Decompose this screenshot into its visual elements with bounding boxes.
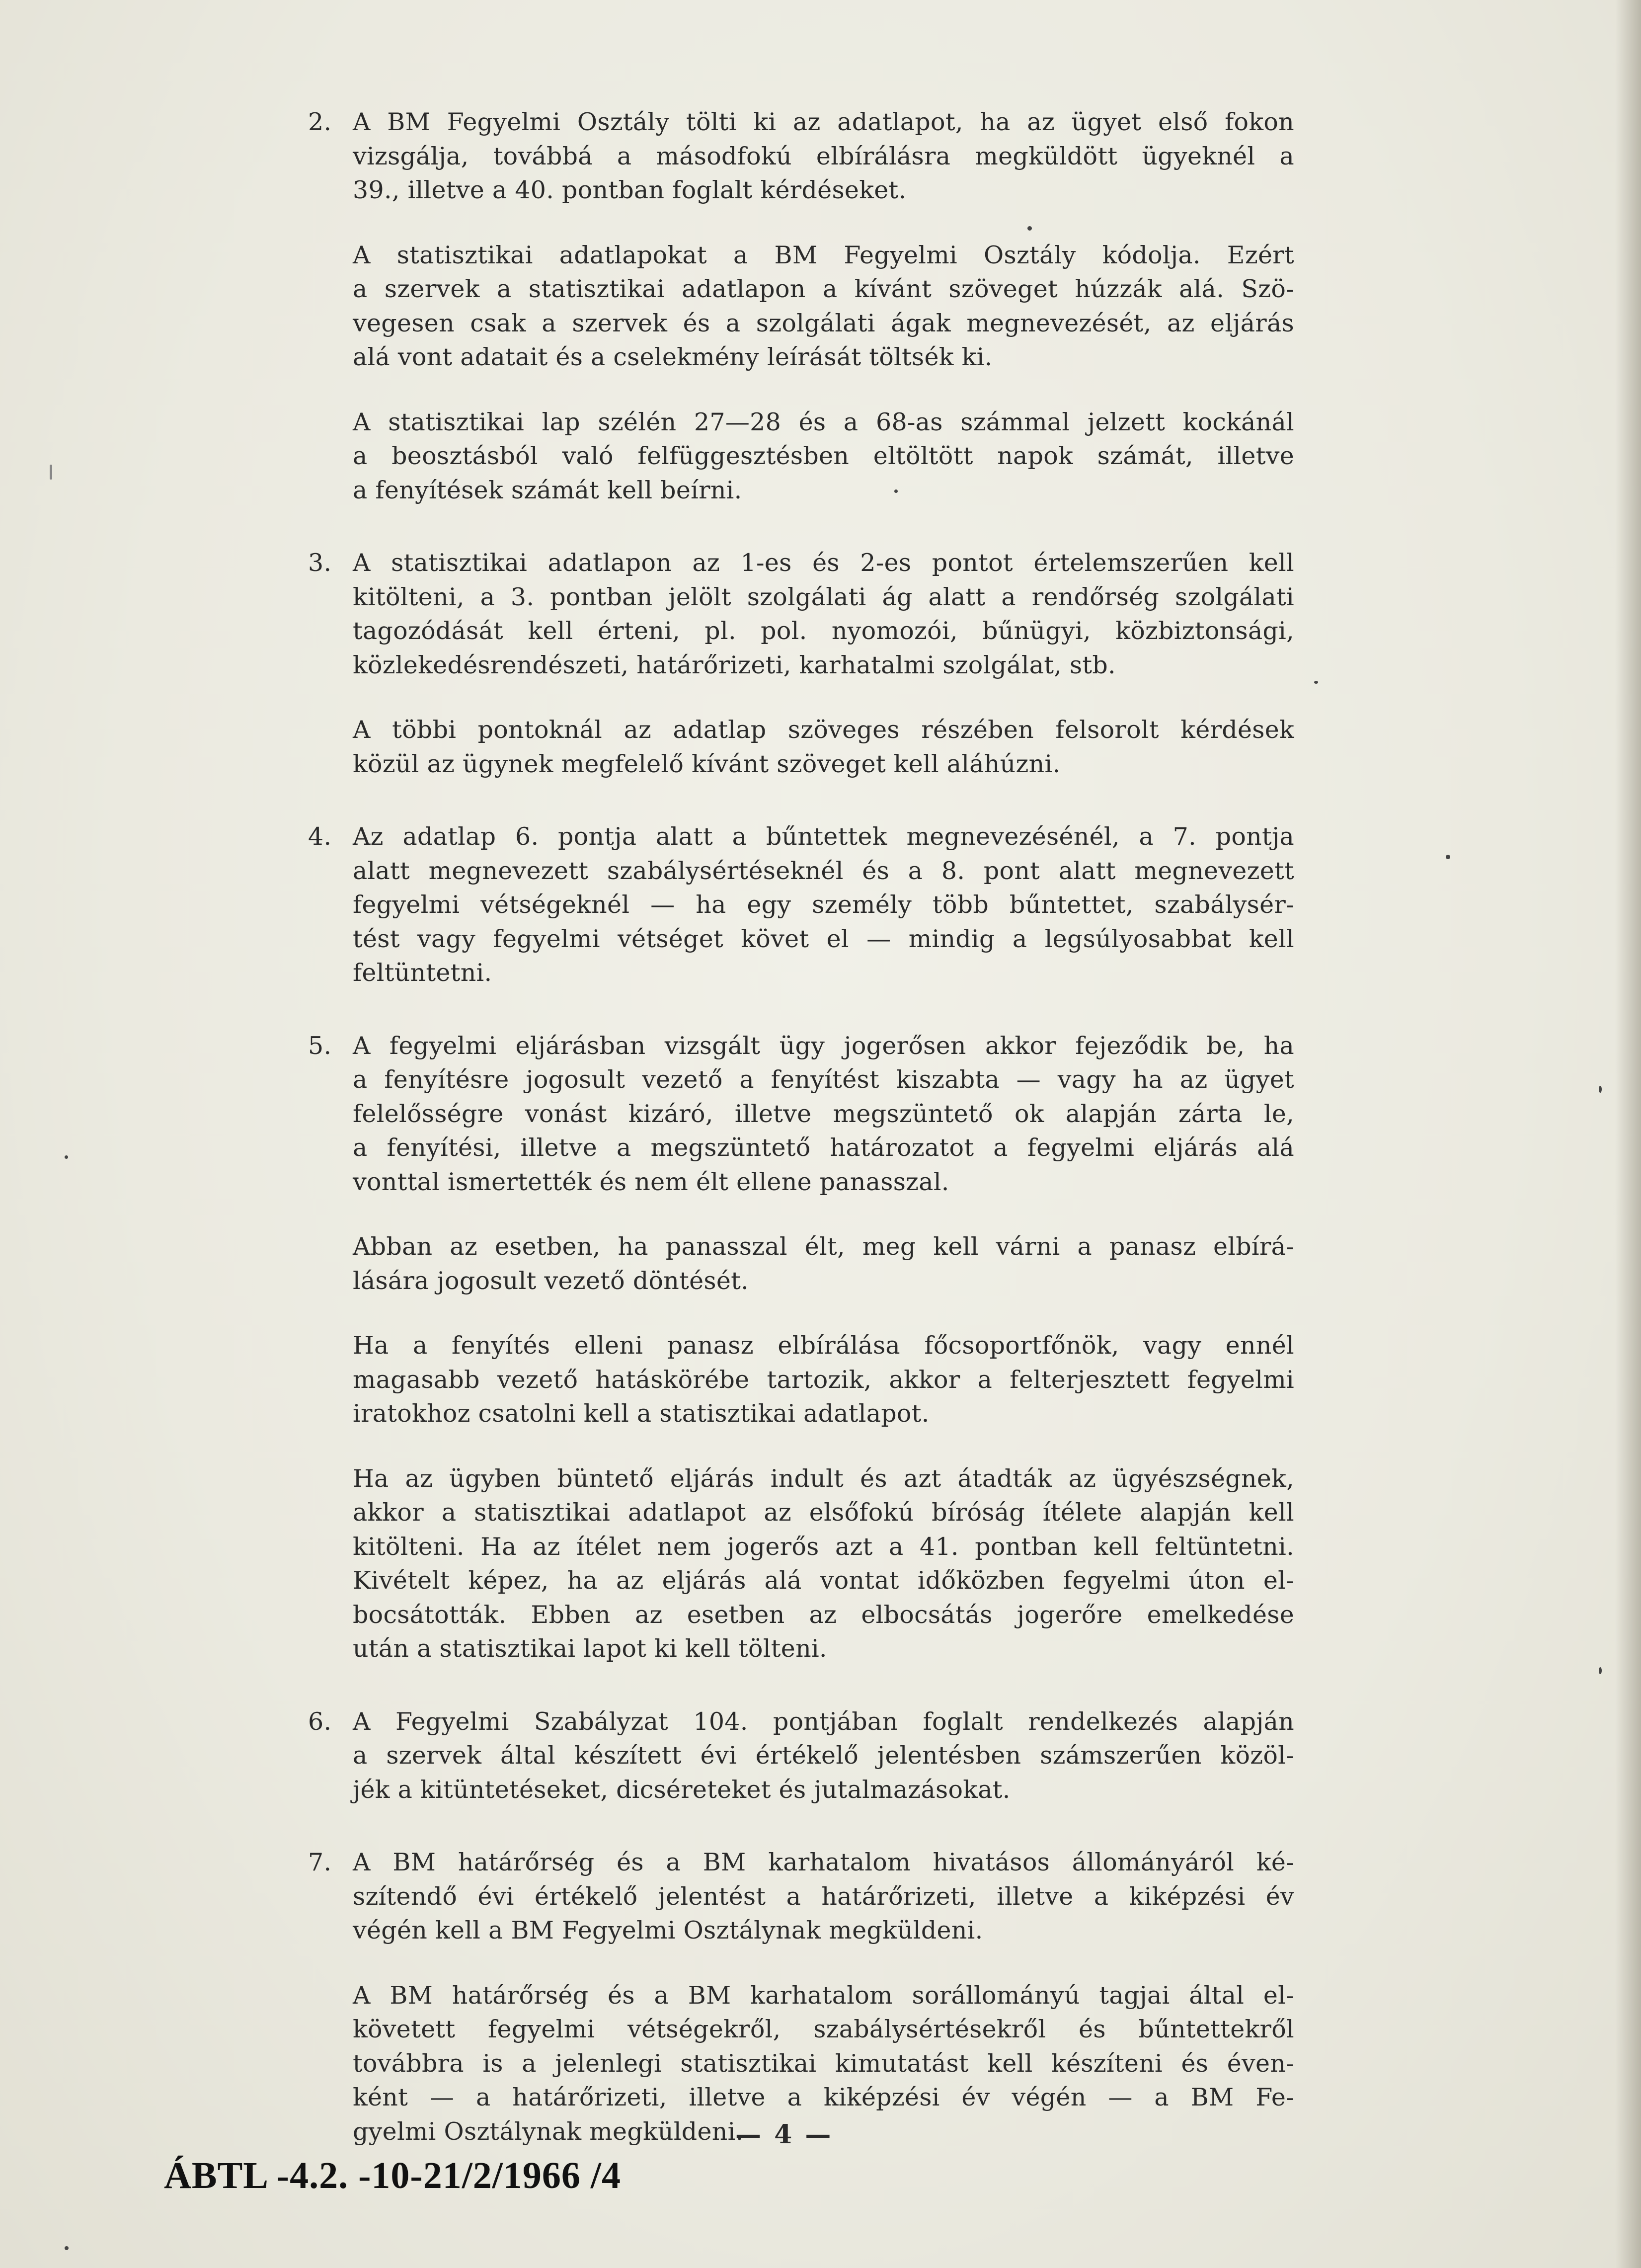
text-line: a fenyítési, illetve a megszüntető határozatot a fegyelmi eljárás alá [353,1134,1294,1162]
paragraph-number: 4. [308,822,332,851]
scan-speck [894,489,898,493]
paragraph-spacer [296,1948,1294,1979]
text-line: feltüntetni. [353,959,492,987]
scan-speck [65,2246,69,2250]
numbered-paragraph [296,105,1294,208]
paragraph-number: 7. [308,1848,332,1876]
text-line: felelősségre vonást kizáró, illetve megszüntető ok alapján zárta le, [353,1099,1294,1128]
text-line: A statisztikai lap szélén 27—28 és a 68-as számmal jelzett kockánál [353,407,1294,436]
archive-reference: ÁBTL -4.2. -10-21/2/1966 /4 [164,2155,622,2196]
text-line: tagozódását kell érteni, pl. pol. nyomozói, bűnügyi, közbiztonsági, [353,617,1294,645]
text-line: a szervek a statisztikai adatlapon a kívánt szöveget húzzák alá. Szö- [353,275,1294,303]
text-line: után a statisztikai lapot ki kell tölteni. [353,1634,827,1663]
scan-speck [1446,855,1450,859]
scan-speck [1599,1086,1602,1093]
paragraph [296,1329,1294,1431]
text-line: a szervek által készített évi értékelő jelentésben számszerűen közöl- [353,1741,1294,1770]
text-line: vonttal ismertették és nem élt ellene panasszal. [353,1167,949,1196]
text-line: iratokhoz csatolni kell a statisztikai adatlapot. [353,1399,930,1428]
text-line: A BM határőrség és a BM karhatalom hivatásos állományáról ké- [353,1848,1294,1876]
numbered-paragraph [296,1029,1294,1200]
scan-speck [1314,681,1318,684]
text-line: végén kell a BM Fegyelmi Osztálynak megküldeni. [353,1916,983,1944]
paragraph-spacer [296,507,1294,546]
page-edge-shadow [1615,0,1641,2268]
paragraph-number: 5. [308,1031,332,1060]
text-line: kitölteni. Ha az ítélet nem jogerős azt a 41. pontban kell feltüntetni. [353,1532,1294,1561]
text-line: továbbra is a jelenlegi statisztikai kimutatást kell készíteni és éven- [353,2049,1294,2078]
text-line: bocsátották. Ebben az esetben az elbocsátás jogerőre emelkedése [353,1600,1294,1629]
paragraph-spacer [296,781,1294,820]
paragraph-spacer [296,208,1294,239]
text-line: alatt megnevezett szabálysértéseknél és a 8. pont alatt megnevezett [353,856,1294,885]
scan-speck [50,465,52,480]
text-line: magasabb vezető hatáskörébe tartozik, akkor a felterjesztett fegyelmi [353,1365,1294,1394]
text-line: 39., illetve a 40. pontban foglalt kérdéseket. [353,176,907,204]
scan-speck [1027,226,1032,231]
paragraph-spacer [296,1199,1294,1230]
text-line: akkor a statisztikai adatlapot az elsőfokú bíróság ítélete alapján kell [353,1498,1294,1527]
text-line: A BM Fegyelmi Osztály tölti ki az adatlapot, ha az ügyet első fokon [353,108,1294,136]
scan-speck [65,1155,68,1159]
text-line: lására jogosult vezető döntését. [353,1266,749,1295]
text-line: a fenyítések számát kell beírni. [353,476,742,504]
text-line: A többi pontoknál az adatlap szöveges részében felsorolt kérdések [353,716,1294,744]
paragraph-spacer [296,375,1294,405]
paragraph [296,1462,1294,1666]
text-line: közlekedésrendészeti, határőrizeti, karhatalmi szolgálat, stb. [353,650,1116,679]
text-line: vegesen csak a szervek és a szolgálati ágak megnevezését, az eljárás [353,309,1294,337]
paragraph-spacer [296,1807,1294,1846]
document-body [296,105,1294,2149]
numbered-paragraph [296,1846,1294,1948]
text-line: gyelmi Osztálynak megküldeni. [353,2117,744,2146]
text-line: A BM határőrség és a BM karhatalom sorállományú tagjai által el- [353,1981,1294,2010]
paragraph-number: 3. [308,549,332,577]
text-line: Kivételt képez, ha az eljárás alá vontat időközben fegyelmi úton el- [353,1566,1294,1595]
paragraph-spacer [296,990,1294,1029]
text-line: szítendő évi értékelő jelentést a határőrizeti, illetve a kiképzési év [353,1882,1294,1911]
text-line: Ha a fenyítés elleni panasz elbírálása főcsoportfőnök, vagy ennél [353,1331,1294,1360]
text-line: kitölteni, a 3. pontban jelölt szolgálati ág alatt a rendőrség szolgálati [353,582,1294,611]
text-line: Az adatlap 6. pontja alatt a bűntettek megnevezésénél, a 7. pontja [353,822,1294,851]
scan-speck [1599,1667,1602,1674]
text-line: A statisztikai adatlapon az 1-es és 2-es pontot értelemszerűen kell [353,549,1294,577]
numbered-paragraph [296,1705,1294,1807]
text-line: közül az ügynek megfelelő kívánt szöveget kell aláhúzni. [353,749,1061,778]
paragraph-spacer [296,1298,1294,1329]
paragraph-spacer [296,1666,1294,1705]
page-number: — 4 — [735,2119,833,2150]
numbered-paragraph [296,820,1294,990]
numbered-paragraph [296,546,1294,682]
paragraph-spacer [296,1431,1294,1462]
text-line: alá vont adatait és a cselekmény leírását töltsék ki. [353,343,993,371]
text-line: jék a kitüntetéseket, dicséreteket és jutalmazásokat. [353,1775,1011,1804]
text-line: vizsgálja, továbbá a másodfokú elbírálásra megküldött ügyeknél a [353,142,1294,170]
paragraph-spacer [296,682,1294,713]
paragraph [296,239,1294,375]
text-line: ként — a határőrizeti, illetve a kiképzési év végén — a BM Fe- [353,2083,1294,2111]
text-line: a fenyítésre jogosult vezető a fenyítést kiszabta — vagy ha az ügyet [353,1065,1294,1094]
paragraph [296,405,1294,508]
text-line: Abban az esetben, ha panasszal élt, meg kell várni a panasz elbírá- [353,1232,1294,1261]
text-line: Ha az ügyben büntető eljárás indult és azt átadták az ügyészségnek, [353,1464,1294,1493]
text-line: A Fegyelmi Szabályzat 104. pontjában foglalt rendelkezés alapján [353,1707,1294,1736]
paragraph [296,1230,1294,1298]
text-line: tést vagy fegyelmi vétséget követ el — mindig a legsúlyosabbat kell [353,924,1294,953]
paragraph-number: 2. [308,108,332,136]
text-line: követett fegyelmi vétségekről, szabálysértésekről és bűntettekről [353,2015,1294,2043]
text-line: a beosztásból való felfüggesztésben eltöltött napok számát, illetve [353,442,1294,470]
paragraph-number: 6. [308,1707,332,1736]
text-line: fegyelmi vétségeknél — ha egy személy több bűntettet, szabálysér- [353,891,1294,919]
text-line: A fegyelmi eljárásban vizsgált ügy jogerősen akkor fejeződik be, ha [353,1031,1294,1060]
paragraph [296,713,1294,781]
text-line: A statisztikai adatlapokat a BM Fegyelmi Osztály kódolja. Ezért [353,241,1294,269]
